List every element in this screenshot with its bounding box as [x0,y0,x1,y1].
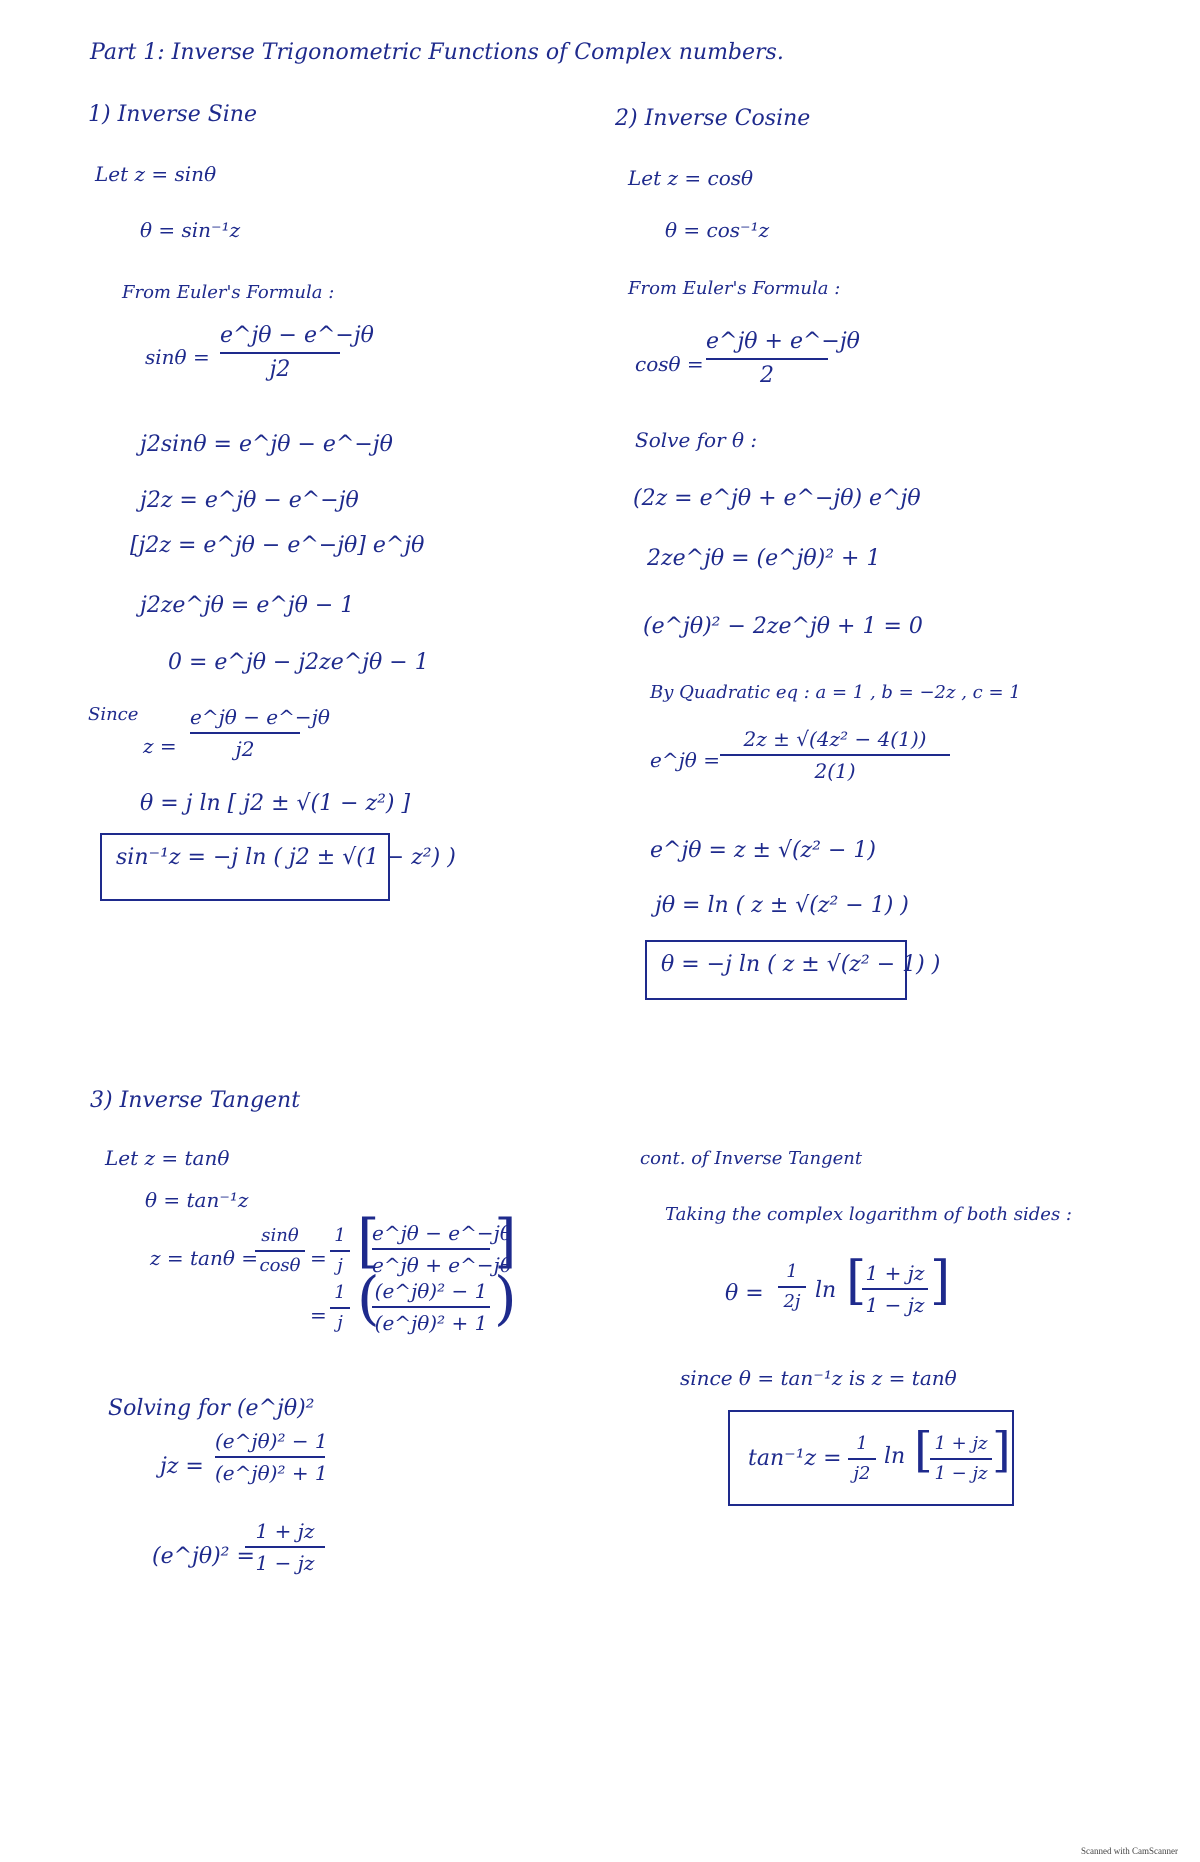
sine-let-theta: θ = sin⁻¹z [140,218,241,242]
right-paren: ) [494,1264,517,1332]
fraction-bar [215,1456,325,1458]
sine-since-fraction [190,705,330,761]
tangent-sq-numerator: (e^jθ)² − 1 [374,1279,488,1303]
sine-def-fraction [220,323,374,383]
tangent-j-denominator: j [337,1254,343,1276]
tangent-cont-log-denominator: 1 − jz [865,1293,925,1317]
tangent-one-numerator-2: 1 [334,1282,346,1303]
left-paren: ( [357,1264,380,1332]
cosine-let-theta: θ = cos⁻¹z [665,218,770,242]
fraction-bar [706,358,828,360]
cosine-solve-label: Solve for θ : [635,428,758,452]
tangent-cont-log-numerator: 1 + jz [865,1261,925,1285]
cosine-quad-numerator: 2z ± √(4z² − 4(1)) [743,727,927,751]
tangent-esq-denominator: 1 − jz [255,1551,315,1575]
tangent-j-denominator-2: j [337,1311,343,1333]
sine-heading: 1) Inverse Sine [88,102,257,127]
cosine-def-fraction [706,329,860,389]
tangent-solving-label: Solving for (e^jθ)² [108,1396,315,1421]
left-bracket: [ [846,1251,867,1311]
tangent-cont-one-numerator: 1 [786,1261,798,1282]
cosine-euler-label: From Euler's Formula : [628,278,841,299]
page-title: Part 1: Inverse Trigonometric Functions of Complex numbers. [90,40,784,65]
cosine-let-z: Let z = cosθ [628,166,754,190]
tangent-final-ln: ln [884,1444,906,1469]
fraction-bar [930,1458,992,1460]
tangent-cont-one-over-2j [778,1262,806,1312]
sine-def-lhs: sinθ = [145,345,210,369]
right-bracket: ] [992,1422,1011,1478]
tangent-solving-numerator: (e^jθ)² − 1 [215,1429,328,1453]
tangent-let-z: Let z = tanθ [105,1146,230,1170]
tangent-final-j2-denominator: j2 [853,1462,871,1484]
sine-since-lhs: z = [143,734,177,758]
fraction-bar [778,1286,806,1288]
tangent-solving-denominator: (e^jθ)² + 1 [215,1461,328,1485]
sine-step-5: 0 = e^jθ − j2ze^jθ − 1 [168,650,429,675]
tangent-solving-lhs: jz = [160,1454,204,1479]
fraction-bar [862,1288,928,1290]
tangent-cont-2j-denominator: 2j [783,1290,801,1312]
tangent-esq-fraction [245,1520,325,1574]
left-bracket: [ [914,1422,933,1478]
fraction-bar [220,352,340,354]
sine-step-1: j2sinθ = e^jθ − e^−jθ [140,432,393,457]
sine-step-3: [j2z = e^jθ − e^−jθ] e^jθ [130,533,425,558]
fraction-bar [720,754,950,756]
tangent-cont-ln: ln [815,1278,837,1303]
cosine-step-3: (e^jθ)² − 2ze^jθ + 1 = 0 [643,614,923,639]
tangent-esq-numerator: 1 + jz [255,1519,315,1543]
sine-def-denominator: j2 [269,357,291,383]
sine-euler-label: From Euler's Formula : [122,282,335,303]
cosine-step-4: e^jθ = z ± √(z² − 1) [650,838,876,863]
sine-step-4: j2ze^jθ = e^jθ − 1 [140,593,355,618]
tangent-exp-denominator: e^jθ + e^−jθ [372,1253,512,1277]
cosine-step-2: 2ze^jθ = (e^jθ)² + 1 [647,546,881,571]
right-bracket: ] [494,1207,517,1275]
tangent-cont-theta-lhs: θ = [725,1281,764,1306]
tangent-exp-fraction [372,1221,512,1277]
tangent-sq-fraction [372,1280,490,1334]
fraction-bar [848,1458,876,1460]
tangent-sin-cos-fraction [255,1226,305,1276]
cosine-def-lhs: cosθ = [635,352,704,376]
sine-let-z: Let z = sinθ [95,162,217,186]
tangent-cont-taking-label: Taking the complex logarithm of both sides : [665,1204,1072,1225]
fraction-bar [255,1250,305,1252]
sine-since-denominator: j2 [235,737,255,761]
sine-since-numerator: e^jθ − e^−jθ [190,705,330,729]
tangent-cont-since: since θ = tan⁻¹z is z = tanθ [680,1366,957,1390]
cosine-step-5: jθ = ln ( z ± √(z² − 1) ) [655,893,909,918]
sine-def-numerator: e^jθ − e^−jθ [220,323,374,348]
right-bracket: ] [930,1251,951,1311]
cosine-quad-fraction [720,728,950,782]
fraction-bar [245,1546,325,1548]
tangent-heading: 3) Inverse Tangent [90,1088,301,1113]
tangent-eq2: = [310,1303,327,1327]
sine-theta-result: θ = j ln [ j2 ± √(1 − z²) ] [140,791,411,816]
tangent-let-theta: θ = tan⁻¹z [145,1188,249,1212]
left-bracket: [ [357,1207,380,1275]
tangent-esq-lhs: (e^jθ)² = [152,1544,255,1569]
cosine-def-numerator: e^jθ + e^−jθ [706,329,860,354]
sine-step-2: j2z = e^jθ − e^−jθ [140,488,359,513]
tangent-eq-mid: = [310,1246,327,1270]
tangent-cont-log-fraction [862,1262,928,1316]
tangent-final-lhs: tan⁻¹z = [748,1446,842,1471]
tangent-final-one-over-j2 [848,1434,876,1484]
sine-final-result-box [100,833,456,901]
tangent-exp-numerator: e^jθ − e^−jθ [372,1221,512,1245]
tangent-final-one-numerator: 1 [856,1433,868,1454]
tangent-final-result-box [728,1410,1014,1506]
tangent-one-over-j [330,1226,350,1276]
fraction-bar [330,1250,350,1252]
tangent-sin-numerator: sinθ [261,1225,299,1246]
tangent-final-log-fraction [930,1434,992,1484]
tangent-eq-lhs: z = tanθ = [150,1246,259,1270]
tangent-sq-denominator: (e^jθ)² + 1 [374,1311,488,1335]
fraction-bar [372,1248,490,1250]
tangent-cos-denominator: cosθ [259,1254,301,1276]
fraction-bar [330,1307,350,1309]
cosine-quad-denominator: 2(1) [814,759,856,783]
cosine-step-1: (2z = e^jθ + e^−jθ) e^jθ [633,486,921,511]
sine-final-result: sin⁻¹z = −j ln ( j2 ± √(1 − z²) ) [116,845,456,870]
cosine-quadratic-label: By Quadratic eq : a = 1 , b = −2z , c = 1 [650,682,1021,703]
tangent-final-log-denominator: 1 − jz [934,1462,988,1484]
tangent-one-over-j-2 [330,1283,350,1333]
cosine-heading: 2) Inverse Cosine [615,106,811,131]
cosine-final-result: θ = −j ln ( z ± √(z² − 1) ) [661,952,941,977]
fraction-bar [190,732,300,734]
tangent-cont-heading: cont. of Inverse Tangent [640,1148,863,1169]
tangent-solving-fraction [215,1429,328,1485]
cosine-def-denominator: 2 [760,363,774,389]
fraction-bar [372,1306,490,1308]
tangent-final-log-numerator: 1 + jz [934,1433,988,1454]
cosine-final-result-box [645,940,941,1000]
tangent-one-numerator: 1 [334,1225,346,1246]
sine-since-label: Since [88,704,139,725]
cosine-quad-lhs: e^jθ = [650,748,720,772]
scanner-footer: Scanned with CamScanner [1081,1846,1178,1856]
